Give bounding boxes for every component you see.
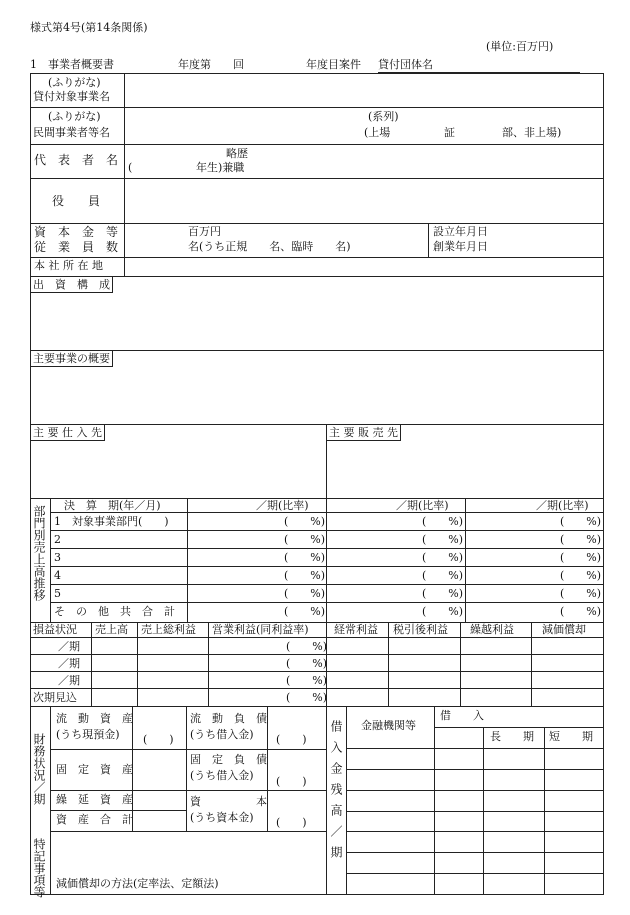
sales-pct: ( %) [422,605,464,618]
fiscal-year-round: 年度第 回 [178,58,244,71]
loans-side-label: 借入金残高／期 [329,720,343,867]
bs-fixed-assets: 固 定 資 産 [56,763,133,776]
started-date-label: 創業年月日 [433,240,488,253]
bs-current-liab: 流 動 負 債 [190,712,267,725]
pl-pct: ( %) [286,674,328,687]
bs-current-borrow-paren: ( ) [276,733,307,746]
sales-pct: ( %) [560,587,602,600]
loans-institution-header: 金融機関等 [361,719,416,732]
business-overview-label: 主要事業の概要 [30,350,113,367]
pl-period: ／期 [58,640,80,653]
sales-row-label: 5 [54,587,61,600]
equity-structure-label: 出 資 構 成 [30,276,113,293]
bs-side-label: 財務状況／期 [32,733,46,805]
sales-pct: ( %) [422,569,464,582]
bs-cash: (うち現預金) [56,728,120,741]
sales-pct: ( %) [560,533,602,546]
sales-pct: ( %) [284,605,326,618]
bs-fixed-liab: 固 定 負 債 [190,753,267,766]
pl-header-depreciation: 減価償却 [542,623,586,636]
bs-fixed-borrow-paren: ( ) [276,775,307,788]
sales-pct: ( %) [422,515,464,528]
sales-pct: ( %) [422,533,464,546]
sales-row-label: 1 対象事業部門( ) [54,515,169,528]
loans-borrowing-header: 借 入 [440,709,484,722]
main-suppliers-label: 主 要 仕 入 先 [30,424,105,441]
employees-unit: 名(うち正規 名、臨時 名) [188,240,351,253]
capital-label: 資 本 金 等 [34,225,119,239]
sales-pct: ( %) [284,533,326,546]
bs-capital-paren: ( ) [276,816,307,829]
bs-fixed-borrow: (うち借入金) [190,769,254,782]
pl-pct: ( %) [286,640,328,653]
section-title: 1 事業者概要書 [30,58,114,71]
pl-header-status: 損益状況 [33,623,77,636]
sales-pct: ( %) [560,551,602,564]
sales-period-header: 決 算 期(年／月) [64,499,161,512]
hq-address-label: 本 社 所 在 地 [34,259,103,272]
pl-period: ／期 [58,674,80,687]
sales-row-label: そ の 他 共 合 計 [54,605,175,618]
birth-open: ( [128,161,133,174]
pl-period: ／期 [58,657,80,670]
sales-pct: ( %) [284,569,326,582]
loans-short-header: 短 期 [549,730,593,743]
series-label: (系列) [368,110,399,123]
officers-label: 役 員 [52,194,101,208]
bs-capital-stock: (うち資本金) [190,811,254,824]
listing-section: 部、非上場) [502,126,562,139]
sales-pct: ( %) [560,605,602,618]
remarks-side-label: 特記事項等 [32,838,46,898]
bs-total-assets: 資 産 合 計 [56,813,133,826]
sales-row-label: 2 [54,533,61,546]
pl-header-net: 税引後利益 [393,623,448,636]
sales-pct: ( %) [422,587,464,600]
unit-label: (単位:百万円) [486,40,554,53]
sales-row-label: 4 [54,569,61,582]
fiscal-year-case: 年度目案件 [306,58,361,71]
pl-header-sales: 売上高 [95,623,128,636]
loans-long-header: 長 期 [490,730,534,743]
bs-capital: 資 本 [190,795,267,808]
representative-label: 代 表 者 名 [34,153,119,167]
main-customers-label: 主 要 販 売 先 [326,424,401,441]
bs-cash-paren: ( ) [143,733,174,746]
private-furigana-label: (ふりがな) [48,110,101,123]
pl-pct: ( %) [286,657,328,670]
bs-deferred-assets: 繰 延 資 産 [56,793,133,806]
pl-forecast: 次期見込 [33,691,77,704]
sales-side-label: 部門別売上高推移 [32,505,46,601]
listing-open: (上場 [364,126,391,139]
sales-pct: ( %) [560,515,602,528]
pl-header-retained: 繰越利益 [470,623,514,636]
pl-header-operating: 営業利益(同利益率) [212,623,309,636]
career-label: 略歴 [226,147,248,160]
bs-current-assets: 流 動 資 産 [56,712,133,725]
capital-unit: 百万円 [188,225,221,238]
sales-pct: ( %) [422,551,464,564]
sales-pct: ( %) [560,569,602,582]
sales-ratio-header-3: ／期(比率) [536,499,589,512]
project-furigana-label: (ふりがな) [48,76,101,89]
lender-name-label: 貸付団体名 [378,58,433,71]
bs-current-borrow: (うち借入金) [190,728,254,741]
listing-exchange: 証 [444,126,455,139]
sales-pct: ( %) [284,515,326,528]
depreciation-method: 減価償却の方法(定率法、定額法) [56,877,219,890]
sales-ratio-header-1: ／期(比率) [256,499,309,512]
birth-year-concurrent: 年生)兼職 [196,161,245,174]
private-company-label: 民間事業者等名 [33,126,110,139]
founded-date-label: 設立年月日 [433,225,488,238]
pl-pct: ( %) [286,691,328,704]
sales-ratio-header-2: ／期(比率) [396,499,449,512]
sales-pct: ( %) [284,587,326,600]
sales-row-label: 3 [54,551,61,564]
pl-header-ordinary: 経常利益 [334,623,378,636]
form-number: 様式第4号(第14条関係) [30,21,148,34]
sales-pct: ( %) [284,551,326,564]
lender-name-field[interactable] [378,59,580,73]
project-name-label: 貸付対象事業名 [33,90,110,103]
employees-label: 従 業 員 数 [34,240,119,254]
pl-header-gross: 売上総利益 [141,623,196,636]
